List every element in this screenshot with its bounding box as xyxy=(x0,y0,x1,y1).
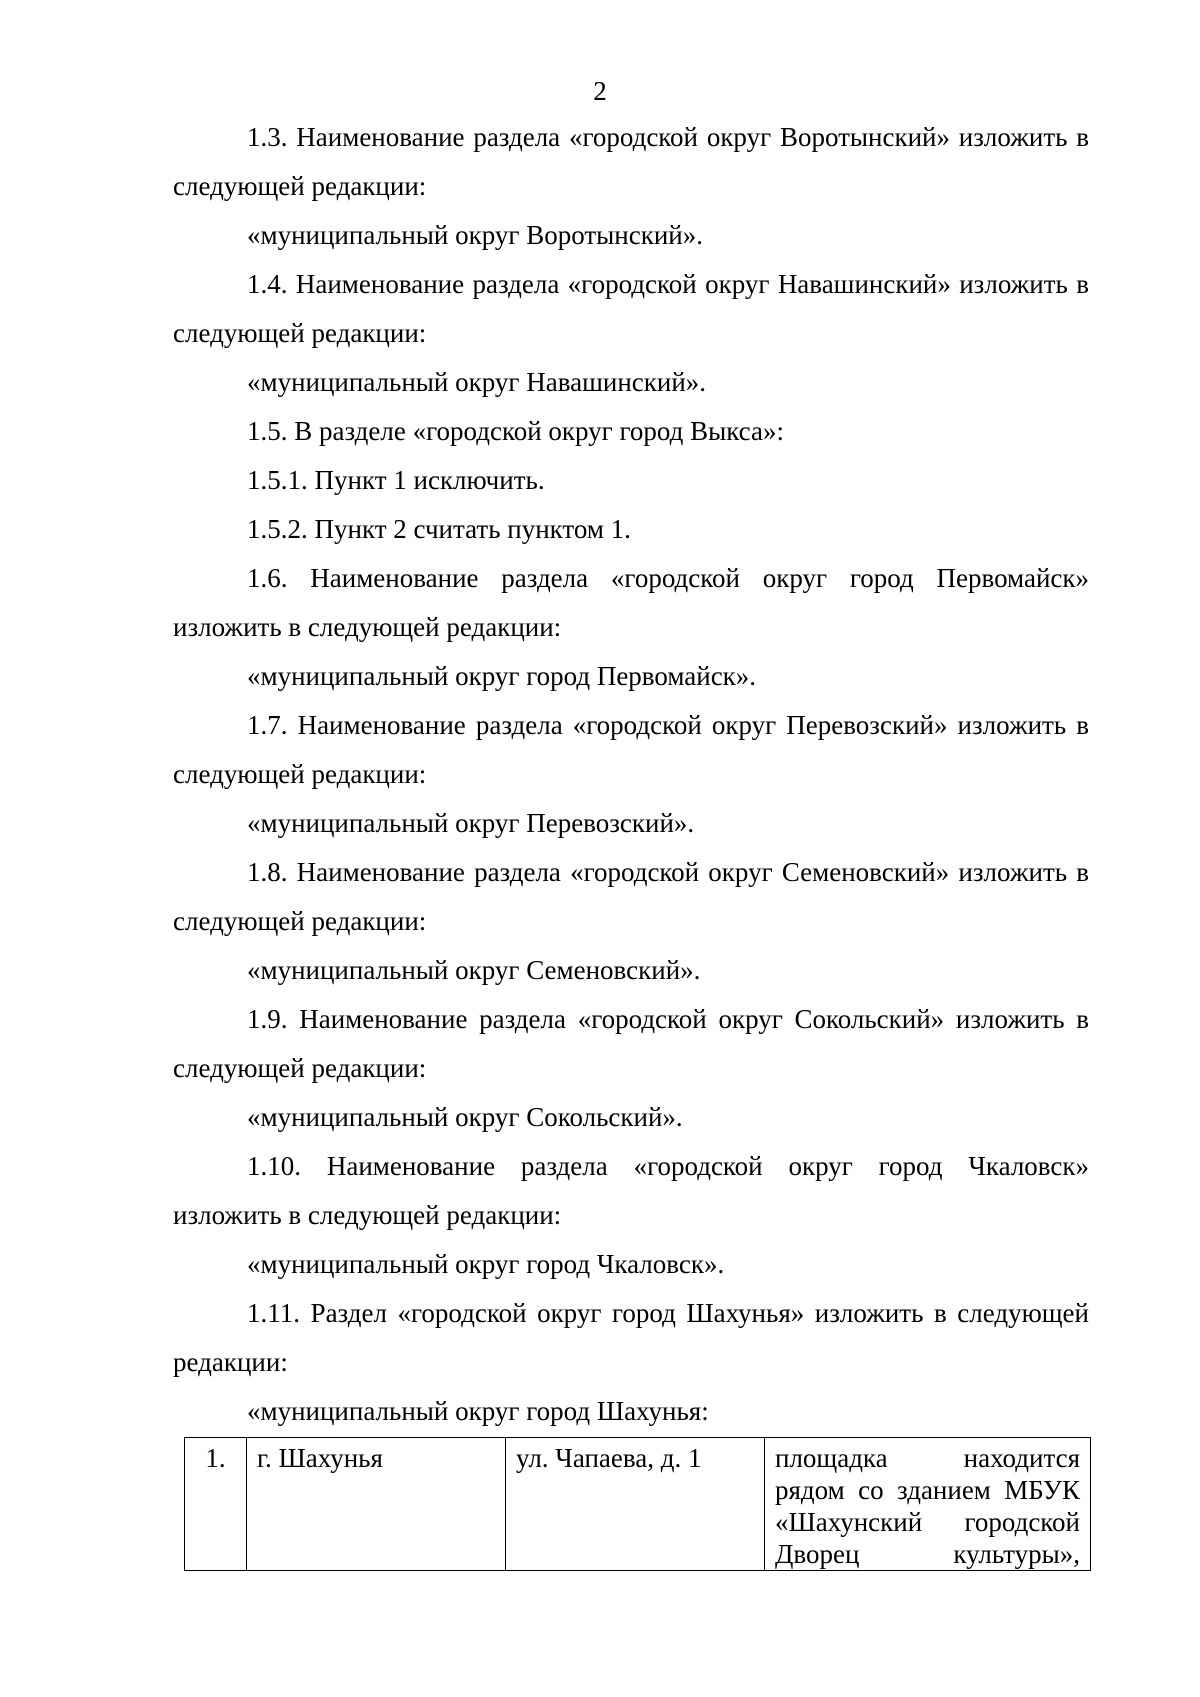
paragraph-1-4-text: «муниципальный округ Навашинский». xyxy=(247,367,707,397)
paragraph-1-6: 1.6. Наименование раздела «городской округ город Первомайск» изложить в следующей редакции: xyxy=(173,563,1089,642)
paragraph-1-5-1: 1.5.1. Пункт 1 исключить. xyxy=(247,465,545,495)
paragraph-1-11-text: «муниципальный округ город Шахунья: xyxy=(247,1396,709,1426)
paragraph-1-5: 1.5. В разделе «городской округ город Выкса»: xyxy=(247,416,784,446)
paragraph-1-9-text: «муниципальный округ Сокольский». xyxy=(247,1102,683,1132)
table-row xyxy=(185,1438,1091,1571)
paragraph-1-3-text: «муниципальный округ Воротынский». xyxy=(247,220,704,250)
paragraph-1-5-2: 1.5.2. Пункт 2 считать пунктом 1. xyxy=(247,514,631,544)
paragraph-1-3: 1.3. Наименование раздела «городской округ Воротынский» изложить в следующей редакции: xyxy=(173,122,1089,201)
paragraph-1-6-text: «муниципальный округ город Первомайск». xyxy=(247,661,757,691)
address-cell: ул. Чапаева, д. 1 xyxy=(506,1438,765,1571)
paragraph-1-10: 1.10. Наименование раздела «городской округ город Чкаловск» изложить в следующей редакции: xyxy=(173,1151,1089,1230)
paragraph-1-10-text: «муниципальный округ город Чкаловск». xyxy=(247,1249,725,1279)
description-cell: площадка находится рядом со зданием МБУК «Шахунский городской Дворец культуры», xyxy=(765,1438,1091,1571)
page-number: 2 xyxy=(593,76,607,106)
paragraph-1-7: 1.7. Наименование раздела «городской округ Перевозский» изложить в следующей редакции: xyxy=(173,710,1089,789)
paragraph-1-4: 1.4. Наименование раздела «городской округ Навашинский» изложить в следующей редакции: xyxy=(173,269,1089,348)
paragraph-1-8-text: «муниципальный округ Семеновский». xyxy=(247,955,701,985)
locations-table xyxy=(184,1437,1091,1571)
paragraph-1-7-text: «муниципальный округ Перевозский». xyxy=(247,808,695,838)
document-body xyxy=(173,113,1089,1436)
paragraph-1-11: 1.11. Раздел «городской округ город Шахунья» изложить в следующей редакции: xyxy=(173,1298,1089,1377)
paragraph-1-9: 1.9. Наименование раздела «городской округ Сокольский» изложить в следующей редакции: xyxy=(173,1004,1089,1083)
row-number-cell: 1. xyxy=(185,1438,247,1571)
paragraph-1-8: 1.8. Наименование раздела «городской округ Семеновский» изложить в следующей редакции: xyxy=(173,857,1089,936)
settlement-cell: г. Шахунья xyxy=(247,1438,506,1571)
